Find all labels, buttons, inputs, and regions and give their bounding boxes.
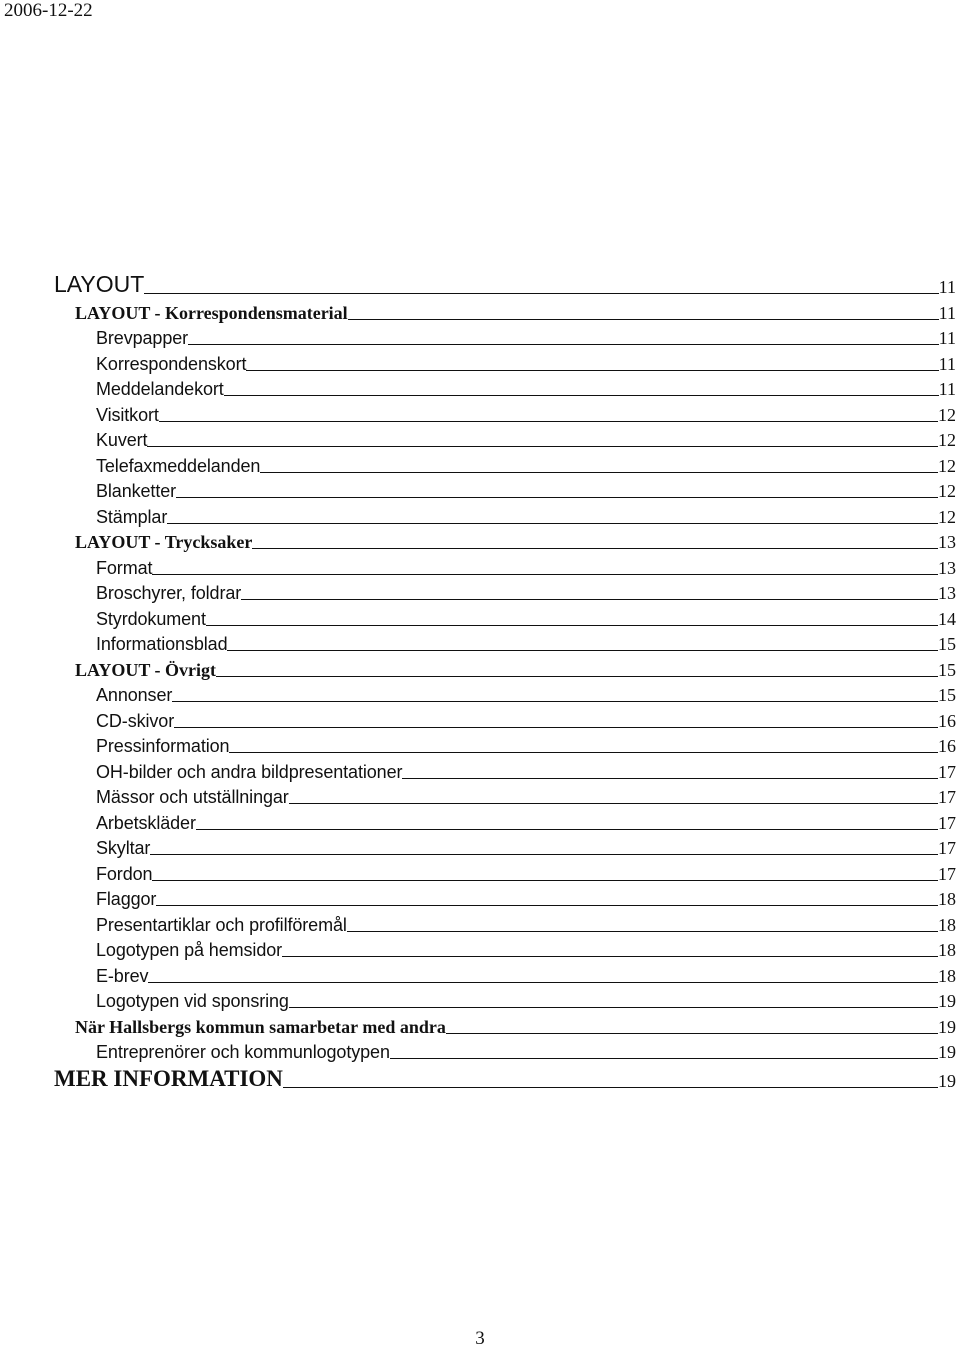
toc-entry[interactable]: [0, 349, 956, 375]
toc-leader-line: [167, 523, 938, 524]
toc-entry[interactable]: [0, 451, 956, 477]
toc-leader-line: [152, 574, 938, 575]
toc-leader-line: [446, 1033, 938, 1034]
toc-entry-page: 11: [938, 277, 956, 297]
document-date: 2006-12-22: [4, 0, 93, 21]
toc-entry[interactable]: [0, 272, 956, 298]
toc-entry-label: LAYOUT - Korrespondensmaterial: [75, 302, 348, 323]
toc-entry-page: 12: [938, 430, 956, 450]
toc-entry-label: När Hallsbergs kommun samarbetar med andra: [75, 1016, 446, 1037]
toc-entry-page: 18: [938, 914, 956, 935]
toc-entry-page: 15: [938, 659, 956, 680]
toc-entry-page: 18: [938, 965, 956, 986]
toc-leader-line: [241, 599, 938, 600]
toc-entry-label: Kuvert: [96, 430, 148, 450]
toc-leader-line: [144, 293, 938, 294]
toc-leader-line: [246, 370, 938, 371]
page-number: 3: [475, 1328, 485, 1349]
toc-entry-label: Korrespondenskort: [96, 353, 247, 374]
toc-entry[interactable]: [0, 477, 956, 503]
toc-leader-line: [348, 319, 939, 320]
toc-entry-label: Annonser: [96, 685, 173, 705]
toc-entry-label: Brevpapper: [96, 328, 189, 348]
toc-entry-label: Meddelandekort: [96, 379, 224, 399]
toc-entry[interactable]: [0, 834, 956, 860]
toc-entry-label: Telefaxmeddelanden: [96, 455, 261, 476]
toc-entry-label: Logotypen vid sponsring: [96, 991, 289, 1011]
toc-entry[interactable]: [0, 502, 956, 528]
toc-leader-line: [402, 778, 938, 779]
toc-entry-page: 15: [938, 634, 956, 654]
toc-leader-line: [150, 854, 938, 855]
toc-entry[interactable]: [0, 579, 956, 605]
toc-entry-page: 12: [938, 506, 956, 527]
toc-entry-page: 12: [938, 404, 956, 425]
toc-entry-page: 11: [938, 328, 956, 348]
toc-leader-line: [216, 676, 938, 677]
toc-entry[interactable]: [0, 375, 956, 401]
toc-entry[interactable]: [0, 400, 956, 426]
toc-entry-page: 18: [938, 889, 956, 909]
toc-entry[interactable]: [0, 936, 956, 962]
toc-entry-page: 13: [938, 557, 956, 578]
toc-entry-page: 17: [938, 838, 956, 858]
toc-entry[interactable]: [0, 910, 956, 936]
toc-entry[interactable]: [0, 808, 956, 834]
toc-entry-label: Entreprenörer och kommunlogotypen: [96, 1042, 390, 1062]
toc-entry-label: Pressinformation: [96, 736, 230, 756]
toc-entry-page: 14: [938, 608, 956, 629]
toc-leader-line: [188, 344, 939, 345]
toc-entry-page: 19: [938, 991, 956, 1011]
toc-entry[interactable]: [0, 426, 956, 452]
toc-entry-page: 13: [938, 532, 956, 552]
toc-entry-label: MER INFORMATION: [54, 1066, 283, 1091]
toc-leader-line: [229, 752, 938, 753]
toc-entry-page: 11: [938, 379, 956, 399]
toc-entry-label: Logotypen på hemsidor: [96, 940, 283, 960]
toc-entry-page: 16: [938, 736, 956, 756]
toc-entry-label: Styrdokument: [96, 608, 206, 629]
toc-entry[interactable]: [0, 961, 956, 987]
toc-entry-label: CD-skivor: [96, 710, 175, 731]
toc-entry[interactable]: [0, 783, 956, 809]
toc-entry-label: E-brev: [96, 965, 149, 986]
toc-leader-line: [289, 803, 938, 804]
toc-entry-label: Informationsblad: [96, 634, 228, 654]
toc-entry-page: 19: [938, 1071, 956, 1091]
toc-entry-page: 19: [938, 1016, 956, 1037]
toc-entry-page: 17: [938, 787, 956, 807]
toc-entry-page: 16: [938, 710, 956, 731]
toc-entry[interactable]: [0, 1038, 956, 1064]
toc-leader-line: [159, 421, 938, 422]
toc-entry[interactable]: [0, 757, 956, 783]
toc-leader-line: [174, 727, 938, 728]
toc-leader-line: [289, 1007, 938, 1008]
toc-leader-line: [152, 880, 938, 881]
toc-entry[interactable]: [0, 324, 956, 350]
toc-entry-label: LAYOUT - Trycksaker: [75, 532, 253, 552]
toc-leader-line: [147, 446, 938, 447]
toc-entry-label: Stämplar: [96, 506, 168, 527]
toc-leader-line: [227, 650, 938, 651]
toc-leader-line: [260, 472, 938, 473]
toc-entry[interactable]: [0, 553, 956, 579]
toc-entry-label: Flaggor: [96, 889, 157, 909]
toc-entry-page: 11: [938, 302, 956, 323]
toc-leader-line: [156, 905, 938, 906]
toc-entry[interactable]: [0, 1012, 956, 1038]
toc-leader-line: [282, 956, 938, 957]
toc-entry[interactable]: [0, 298, 956, 324]
toc-entry[interactable]: [0, 987, 956, 1013]
toc-leader-line: [252, 548, 938, 549]
toc-entry-page: 17: [938, 812, 956, 833]
toc-leader-line: [283, 1087, 938, 1088]
toc-leader-line: [390, 1058, 938, 1059]
table-of-contents: [0, 272, 960, 1092]
toc-entry-page: 15: [938, 685, 956, 705]
toc-entry[interactable]: [0, 528, 956, 554]
toc-entry-page: 11: [938, 353, 956, 374]
toc-entry-page: 17: [938, 863, 956, 884]
toc-leader-line: [347, 931, 938, 932]
toc-entry-page: 13: [938, 583, 956, 603]
toc-entry[interactable]: [0, 1066, 956, 1092]
toc-entry[interactable]: [0, 706, 956, 732]
toc-entry-page: 19: [938, 1042, 956, 1062]
toc-entry[interactable]: [0, 604, 956, 630]
toc-entry-label: LAYOUT - Övrigt: [75, 659, 217, 680]
toc-leader-line: [224, 395, 939, 396]
toc-entry-page: 12: [938, 481, 956, 501]
toc-entry-page: 17: [938, 761, 956, 782]
toc-entry-page: 12: [938, 455, 956, 476]
toc-leader-line: [176, 497, 938, 498]
toc-entry-label: Arbetskläder: [96, 812, 196, 833]
toc-entry-label: Format: [96, 557, 153, 578]
toc-entry[interactable]: [0, 885, 956, 911]
toc-entry-label: Skyltar: [96, 838, 151, 858]
toc-leader-line: [196, 829, 938, 830]
toc-entry[interactable]: [0, 630, 956, 656]
toc-entry[interactable]: [0, 732, 956, 758]
toc-entry[interactable]: [0, 859, 956, 885]
toc-entry-label: Visitkort: [96, 404, 159, 425]
toc-entry-label: OH-bilder och andra bildpresentationer: [96, 761, 403, 782]
toc-entry-label: LAYOUT: [54, 271, 145, 297]
toc-entry[interactable]: [0, 681, 956, 707]
toc-entry-label: Blanketter: [96, 481, 177, 501]
toc-leader-line: [206, 625, 938, 626]
toc-leader-line: [148, 982, 938, 983]
toc-entry-label: Mässor och utställningar: [96, 787, 289, 807]
toc-entry-label: Fordon: [96, 863, 153, 884]
toc-entry-page: 18: [938, 940, 956, 960]
toc-entry-label: Presentartiklar och profilföremål: [96, 914, 347, 935]
toc-entry[interactable]: [0, 655, 956, 681]
toc-leader-line: [172, 701, 938, 702]
toc-entry-label: Broschyrer, foldrar: [96, 583, 242, 603]
